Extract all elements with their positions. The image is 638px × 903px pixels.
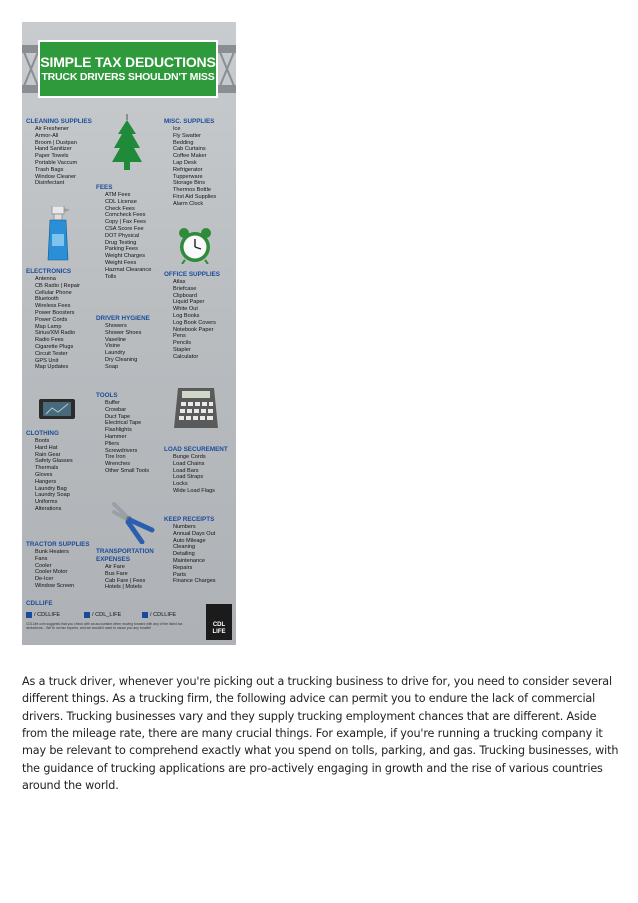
poster-subtitle: TRUCK DRIVERS SHOULDN'T MISS [41,71,215,83]
section-cleaning-supplies [26,118,92,187]
section-fees [96,184,151,280]
list-item: Bedding [173,139,194,146]
list-item: Hand Sanitizer [35,146,72,153]
list-item: Check Fees [105,205,135,212]
infographic-poster [22,22,236,645]
poster-footer [26,600,232,642]
section-clothing [26,430,73,513]
footer-heading: CDLLIFE [26,600,53,607]
list-item: Atlas [173,279,186,285]
section-keep-receipts [164,516,216,585]
list-item: Portable Vaccum [35,159,78,166]
section-heading: TRACTOR SUPPLIES [26,541,90,548]
list-item: Thermals [35,465,59,472]
list-item: Flashlights [105,427,132,434]
list-item: Uniforms [35,499,58,506]
spray-bottle-icon [44,206,70,262]
list-item: Coffee Maker [173,153,207,160]
list-item: Cooler Motor [35,569,68,576]
list-item: Buffer [105,400,120,406]
facebook-icon [26,612,32,618]
list-item: Hotels | Motels [105,584,142,591]
list-item: Dry Cleaning [105,356,138,363]
list-item: Detailing [173,551,195,558]
article-paragraph: As a truck driver, whenever you're picking out a trucking business to drive for, you need to consider several different things. As a trucking firm, the following advice can permit you to endure the lack of commercial drivers. Trucking businesses vary and they supply trucking employment chances that are different. Aside from the mileage rate, there are many crucial things. For example, if you're running a trucking company it may be relevant to comprehend exactly what you spend on tolls, parking, and gas. Trucking businesses, with the guidance of trucking applications are pro-actively engaging in growth and the rise of various countries around the world. [22,675,619,792]
section-heading: TOOLS [96,392,118,399]
list-item: Pencils [173,340,192,347]
section-transportation-expenses [96,548,158,591]
list-item: Parts [173,571,187,578]
list-item: Tire Iron [105,454,126,461]
list-item: Lap Desk [173,159,197,166]
list-item: Antenna [35,276,56,282]
list-item: Laundry Soap [35,492,70,499]
list-item: Duct Tape [105,413,131,420]
list-item: CDL License [105,198,137,205]
list-item: Soap [105,363,119,370]
facebook-handle[interactable]: / CDLLIFE [26,612,60,618]
section-heading: LOAD SECUREMENT [164,446,228,453]
list-item: Visine [105,343,121,350]
list-item: Refrigerator [173,166,203,173]
alarm-clock-icon [176,226,214,264]
section-office-supplies [164,271,220,361]
list-item: Log Books [173,312,200,319]
list-item: Hazmat Clearance [105,266,152,273]
list-item: Sirius/XM Radio [35,330,76,337]
cdllife-logo: CDL LIFE [206,604,232,640]
section-heading: KEEP RECEIPTS [164,516,215,523]
list-item: Armor-All [35,132,59,139]
section-heading: FEES [96,184,113,191]
list-item: Fly Swatter [173,132,201,139]
list-item: Other Small Tools [105,467,150,474]
list-item: Cab Fare | Fees [105,577,146,584]
list-item: Calculator [173,353,199,360]
list-item: Air Freshener [35,126,69,132]
title-banner [38,40,218,98]
list-item: Laundry Bag [35,485,67,492]
list-item: Log Book Covers [173,319,216,326]
list-item: Broom | Dustpan [35,139,77,146]
list-item: Cooler [35,562,52,569]
list-item: Cellular Phone [35,289,72,296]
list-item: Wide Load Flags [173,487,215,494]
list-item: Briefcase [173,285,197,292]
list-item: Auto Mileage [173,537,206,544]
list-item: Paper Towels [35,153,69,160]
list-item: GPS Unit [35,357,59,364]
list-item: First Aid Supplies [173,193,217,200]
list-item: Cigarette Plugs [35,343,74,350]
list-item: Notebook Paper [173,326,214,333]
list-item: Annual Days Out [173,530,216,537]
list-item: Bus Fare [105,570,128,577]
list-item: Storage Bins [173,180,206,187]
list-item: Power Boosters [35,309,75,316]
list-item: Alterations [35,505,62,512]
section-misc-supplies [164,118,216,208]
list-item: Weight Fees [105,259,137,266]
list-item: Bunk Heaters [35,549,69,555]
list-item: Safety Glasses [35,458,73,465]
list-item: Bluetooth [35,296,59,303]
list-item: Circuit Tester [35,350,68,357]
calculator-icon [172,386,220,430]
list-item: Ice [173,126,181,132]
list-item: Tolls [105,273,117,280]
list-item: Drug Testing [105,239,137,246]
list-item: Laundry [105,350,126,357]
list-item: CSA Score Fee [105,225,144,232]
list-item: Shower Shoes [105,329,142,336]
section-load-securement [164,446,228,495]
list-item: Hangers [35,478,57,485]
list-item: Finance Charges [173,578,216,585]
list-item: Comcheck Fees [105,212,146,219]
list-item: Thermos Bottle [173,187,211,194]
list-item: Numbers [173,524,196,530]
section-heading: ELECTRONICS [26,268,72,275]
list-item: Showers [105,323,127,329]
section-heading: DRIVER HYGIENE [96,315,150,322]
poster-title: SIMPLE TAX DEDUCTIONS [40,54,216,70]
list-item: Maintenance [173,557,206,564]
list-item: Vaseline [105,336,127,343]
list-item: Gloves [35,471,53,478]
section-heading: CLOTHING [26,430,59,437]
instagram-handle[interactable]: / CDLLIFE [142,612,176,618]
list-item: Pens [173,333,186,340]
list-item: DOT Physical [105,232,140,239]
list-item: Power Cords [35,316,68,323]
list-item: Locks [173,481,188,488]
pliers-icon [110,500,156,544]
list-item: Disinfectant [35,180,65,187]
list-item: Map Lamp [35,323,62,330]
air-freshener-tree-icon [110,114,144,172]
footer-disclaimer: CDLLife.com suggests that you check with an accountant when moving forward with any of the listed tax deductions... We're not tax experts, and we wouldn't want to cause you any trouble! [26,622,183,631]
section-heading: MISC. SUPPLIES [164,118,215,125]
list-item: De-Icer [35,576,54,583]
list-item: Trash Bags [35,166,64,173]
list-item: Cleaning [173,544,196,551]
list-item: Window Screen [35,582,75,589]
list-item: Rain Gear [35,451,61,458]
gps-unit-icon [38,398,76,420]
list-item: Electrical Tape [105,420,142,427]
instagram-icon [142,612,148,618]
section-heading: CLEANING SUPPLIES [26,118,92,125]
list-item: Fans [35,555,48,562]
section-electronics [26,268,80,371]
list-item: Wrenches [105,461,131,468]
list-item: Air Fare [105,564,125,570]
list-item: Pliers [105,440,119,447]
list-item: CB Radio | Repair [35,282,80,289]
list-item: ATM Fees [105,192,131,198]
list-item: Radio Fees [35,337,64,344]
list-item: Hammer [105,433,127,440]
list-item: White Out [173,306,198,313]
list-item: Boots [35,438,50,444]
list-item: Crowbar [105,406,127,413]
twitter-icon [84,612,90,618]
list-item: Repairs [173,564,193,571]
list-item: Cab Curtains [173,146,206,153]
list-item: Copy | Fax Fees [105,219,146,226]
section-driver-hygiene [96,315,150,371]
list-item: Tupperware [173,173,203,180]
girder-right-graphic [218,44,236,94]
list-item: Weight Charges [105,253,146,260]
list-item: Parking Fees [105,246,138,253]
section-tools [96,392,149,475]
twitter-handle[interactable]: / CDL_LIFE [84,612,121,618]
list-item: Screwdrivers [105,447,138,454]
section-heading: TRANSPORTATION EXPENSES [96,548,154,563]
list-item: Clipboard [173,292,197,299]
list-item: Load Chains [173,460,205,467]
list-item: Alarm Clock [173,200,204,207]
list-item: Bunge Cords [173,454,206,460]
list-item: Wireless Fees [35,303,71,310]
section-tractor-supplies [26,541,90,590]
list-item: Stapler [173,346,191,353]
list-item: Load Straps [173,474,204,481]
list-item: Load Bars [173,467,199,474]
list-item: Window Cleaner [35,173,77,180]
list-item: Hard Hat [35,444,58,451]
list-item: Map Updates [35,364,69,371]
list-item: Liquid Paper [173,299,205,306]
section-heading: OFFICE SUPPLIES [164,271,220,278]
